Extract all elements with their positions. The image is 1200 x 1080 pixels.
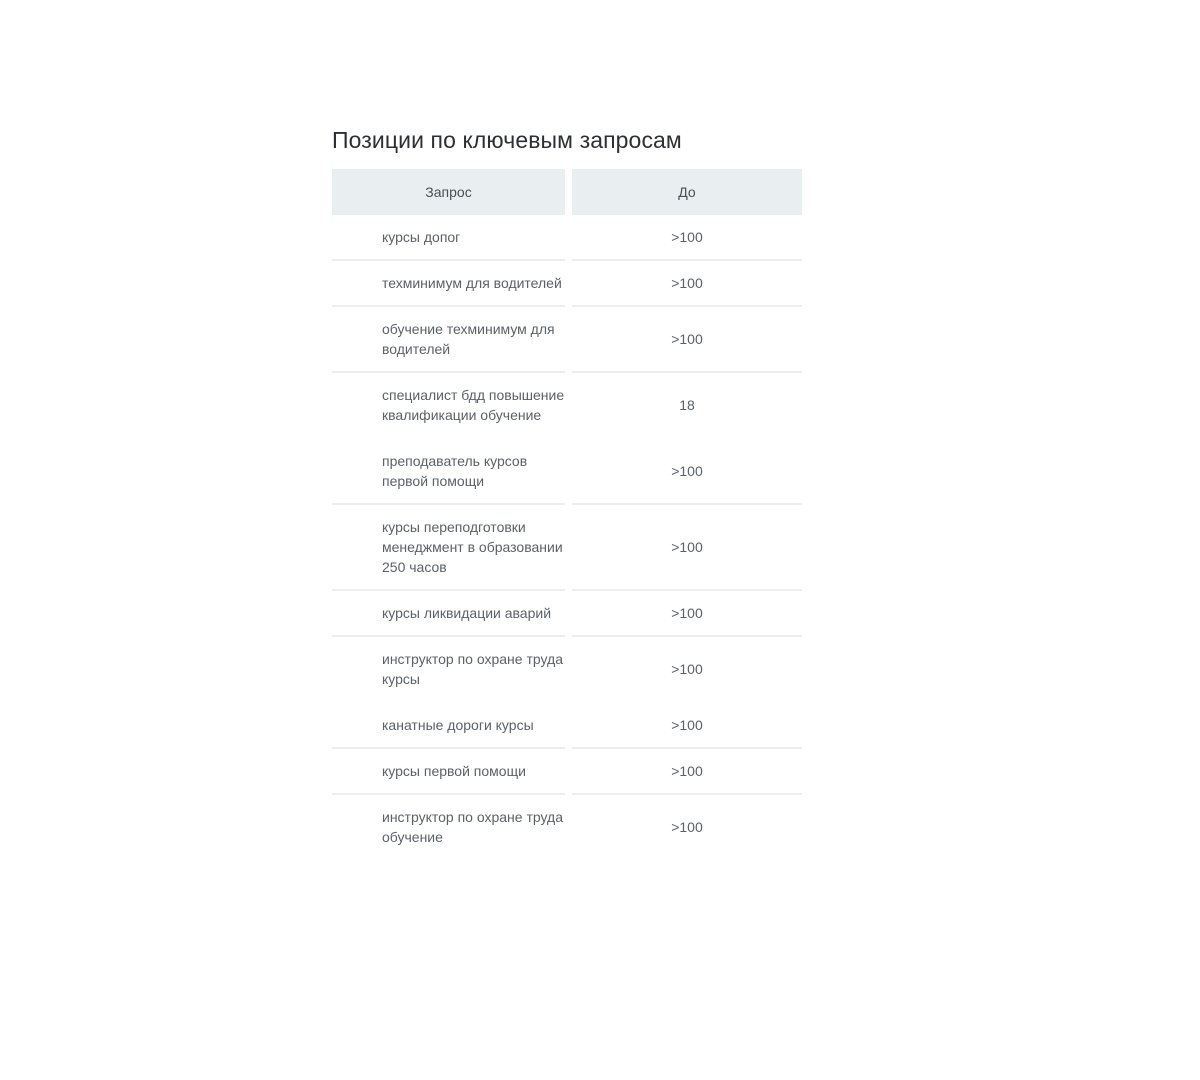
table-row xyxy=(332,261,802,307)
position-cell: >100 xyxy=(572,307,802,373)
table-row xyxy=(332,795,802,861)
query-cell: инструктор по охране труда обучение xyxy=(382,809,563,845)
table-row xyxy=(332,749,802,795)
table-row xyxy=(332,307,802,373)
table-row xyxy=(332,637,802,703)
position-cell: 18 xyxy=(679,397,695,413)
query-cell: курсы переподготовки менеджмент в образовании 250 часов xyxy=(332,505,565,591)
column-gap xyxy=(565,169,572,215)
table-row xyxy=(332,439,802,505)
position-cell: >100 xyxy=(572,261,802,307)
section-title: Позиции по ключевым запросам xyxy=(332,127,682,153)
query-cell: курсы ликвидации аварий xyxy=(332,591,565,637)
position-cell: >100 xyxy=(671,819,703,835)
query-cell: канатные дороги курсы xyxy=(332,703,565,749)
query-cell: техминимум для водителей xyxy=(332,261,565,307)
keyword-positions-section xyxy=(332,124,802,861)
query-cell: преподаватель курсов первой помощи xyxy=(332,439,565,505)
table-header-row xyxy=(332,169,802,215)
table-row xyxy=(332,215,802,261)
position-cell: >100 xyxy=(572,749,802,795)
keyword-positions-table xyxy=(332,169,802,861)
column-header-position: До xyxy=(572,169,802,215)
table-row xyxy=(332,505,802,591)
query-cell: инструктор по охране труда курсы xyxy=(382,651,563,687)
table-row xyxy=(332,703,802,749)
query-cell: курсы допог xyxy=(332,215,565,261)
position-cell: >100 xyxy=(572,703,802,749)
position-cell: >100 xyxy=(572,591,802,637)
table-row xyxy=(332,591,802,637)
table-row xyxy=(332,373,802,439)
query-cell: курсы первой помощи xyxy=(332,749,565,795)
position-cell: >100 xyxy=(572,215,802,261)
query-cell: специалист бдд повышение квалификации обучение xyxy=(382,387,565,423)
position-cell: >100 xyxy=(572,505,802,591)
query-cell: обучение техминимум для водителей xyxy=(332,307,565,373)
position-cell: >100 xyxy=(671,661,703,677)
column-header-query: Запрос xyxy=(332,169,565,215)
position-cell: >100 xyxy=(572,439,802,505)
